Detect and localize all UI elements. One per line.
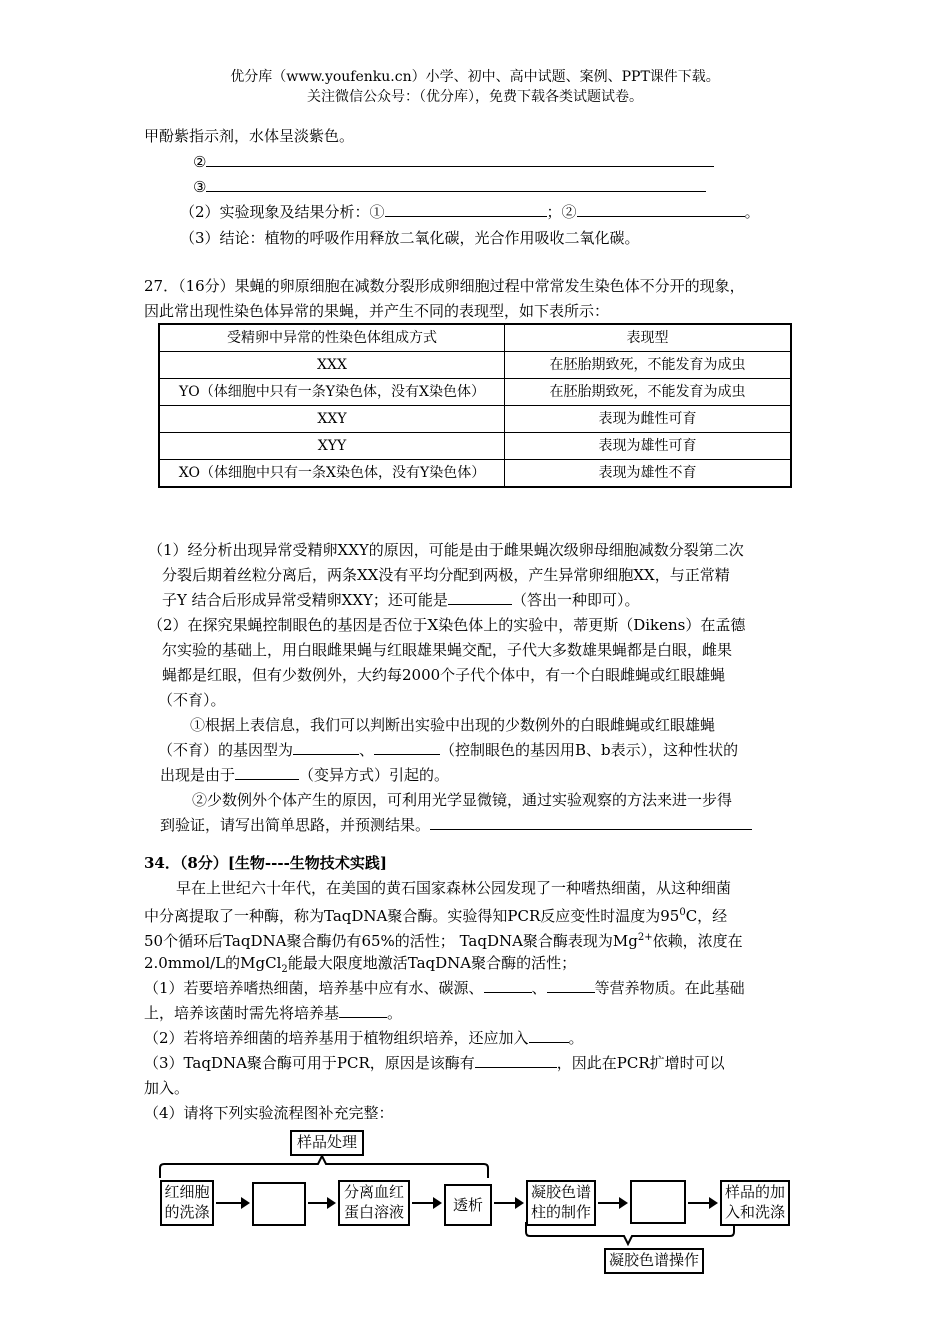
table-cell: XXY [159, 406, 505, 433]
flow-bottom-label: 凝胶色谱操作 [604, 1248, 704, 1274]
answer-blank[interactable] [529, 1028, 569, 1043]
flow-box: 凝胶色谱柱的制作 [526, 1180, 596, 1226]
arrow-icon [308, 1202, 334, 1204]
q34-q1-line-2: 上，培养该菌时需先将培养基 。 [144, 1004, 403, 1022]
intro-item-2: ② [193, 152, 714, 172]
table-row [159, 406, 791, 433]
answer-blank[interactable] [339, 1003, 387, 1018]
intro-q2: （2）实验现象及结果分析：① ；② 。 [180, 203, 760, 221]
table-cell: XXX [159, 352, 505, 379]
q27-s1-line-1: ①根据上表信息，我们可以判断出实验中出现的少数例外的白眼雌蝇或红眼雄蝇 [190, 716, 716, 734]
q27-p2-line-4: （不育）。 [158, 691, 226, 709]
table-cell: XO（体细胞中只有一条X染色体，没有Y染色体） [159, 460, 505, 488]
table-cell: 在胚胎期致死，不能发育为成虫 [505, 352, 792, 379]
answer-blank[interactable] [206, 152, 714, 167]
flow-box: 红细胞的洗涤 [160, 1180, 214, 1226]
flow-box: 样品的加入和洗涤 [720, 1180, 790, 1226]
answer-blank[interactable] [484, 978, 532, 993]
table-row [159, 433, 791, 460]
arrow-icon [412, 1202, 440, 1204]
flow-box-blank[interactable] [252, 1182, 306, 1226]
arrow-icon [494, 1202, 522, 1204]
table-cell: 表现为雄性可育 [505, 433, 792, 460]
table-header: 受精卵中异常的性染色体组成方式 [159, 324, 505, 352]
answer-blank[interactable] [293, 740, 359, 755]
q27-s1-line-2: （不育）的基因型为 、 （控制眼色的基因用B、b表示），这种性状的 [158, 741, 739, 759]
q34-q1-line-1: （1）若要培养嗜热细菌，培养基中应有水、碳源、 、 等营养物质。在此基础 [144, 979, 745, 997]
header-line-1: 优分库（www.youfenku.cn）小学、初中、高中试题、案例、PPT课件下载。 [230, 69, 720, 85]
answer-blank[interactable] [235, 765, 299, 780]
arrow-icon [688, 1202, 716, 1204]
q34-heading: 34．（8分）[生物----生物技术实践] [144, 854, 387, 872]
table-row [159, 379, 791, 406]
q27-p1-line-1: （1）经分析出现异常受精卵XXY的原因，可能是由于雌果蝇次级卵母细胞减数分裂第二次 [148, 541, 744, 559]
table-cell: 表现为雌性可育 [505, 406, 792, 433]
intro-item-3: ③ [193, 177, 706, 197]
flow-box: 分离血红蛋白溶液 [338, 1180, 410, 1226]
q34-stem-2: 中分离提取了一种酶，称为TaqDNA聚合酶。实验得知PCR反应变性时温度为$95^0C$，经 [144, 907, 728, 925]
intro-line: 甲酚紫指示剂，水体呈淡紫色。 [144, 127, 355, 145]
table-header: 表现型 [505, 324, 792, 352]
arrow-icon [598, 1202, 626, 1204]
answer-blank[interactable] [577, 202, 745, 217]
answer-blank[interactable] [385, 202, 547, 217]
table-cell: XYY [159, 433, 505, 460]
table-cell: 表现为雄性不育 [505, 460, 792, 488]
answer-blank[interactable] [374, 740, 440, 755]
q27-s2-line-2: 到验证，请写出简单思路，并预测结果。 [160, 815, 752, 835]
intro-q3: （3）结论：植物的呼吸作用释放二氧化碳，光合作用吸收二氧化碳。 [180, 229, 640, 247]
table-cell: YO（体细胞中只有一条Y染色体，没有X染色体） [159, 379, 505, 406]
answer-blank[interactable] [475, 1053, 557, 1068]
answer-blank[interactable] [547, 978, 595, 993]
table-header-row [159, 324, 791, 352]
q34-q2: （2）若将培养细菌的培养基用于植物组织培养，还应加入 。 [144, 1029, 584, 1047]
chromosome-table [158, 323, 792, 488]
arrow-icon [216, 1202, 248, 1204]
answer-blank[interactable] [206, 177, 706, 192]
answer-blank[interactable] [430, 815, 752, 830]
q34-stem-1: 早在上世纪六十年代，在美国的黄石国家森林公园发现了一种嗜热细菌，从这种细菌 [176, 879, 732, 897]
table-cell: 在胚胎期致死，不能发育为成虫 [505, 379, 792, 406]
flow-box-blank[interactable] [630, 1180, 686, 1224]
q34-stem-3: 50个循环后TaqDNA聚合酶仍有65%的活性； TaqDNA聚合酶表现为$Mg^{2+}$依赖，浓度在 [144, 932, 743, 950]
q27-p1-line-3: 子Y 结合后形成异常受精卵XXY；还可能是 （答出一种即可）。 [162, 591, 640, 609]
q27-stem-2: 因此常出现性染色体异常的果蝇，并产生不同的表现型，如下表所示： [144, 302, 610, 320]
q34-stem-4: 2.0mmol/L的MgCl$_2$能最大限度地激活TaqDNA聚合酶的活性； [144, 954, 577, 975]
q27-p2-line-3: 蝇都是红眼，但有少数例外，大约每2000个子代个体中，有一个白眼雌蝇或红眼雄蝇 [162, 666, 726, 684]
q27-s1-line-3: 出现是由于 （变异方式）引起的。 [160, 766, 450, 784]
flow-box: 透析 [444, 1184, 492, 1226]
header-line-2: 关注微信公众号：（优分库），免费下载各类试题试卷。 [307, 89, 643, 105]
q27-s2-line-1: ②少数例外个体产生的原因，可利用光学显微镜，通过实验观察的方法来进一步得 [192, 791, 733, 809]
q27-p1-line-2: 分裂后期着丝粒分离后，两条XX没有平均分配到两极，产生异常卵细胞XX，与正常精 [162, 566, 730, 584]
q27-p2-line-1: （2）在探究果蝇控制眼色的基因是否位于X染色体上的实验中，蒂更斯（Dikens）在孟德 [148, 616, 746, 634]
q34-q3-line-1: （3）TaqDNA聚合酶可用于PCR，原因是该酶有 ，因此在PCR扩增时可以 [144, 1054, 725, 1072]
q34-q4: （4）请将下列实验流程图补充完整： [144, 1104, 394, 1122]
answer-blank[interactable] [448, 590, 512, 605]
flow-top-label: 样品处理 [290, 1130, 364, 1156]
q27-p2-line-2: 尔实验的基础上，用白眼雌果蝇与红眼雄果蝇交配，子代大多数雄果蝇都是白眼，雌果 [162, 641, 733, 659]
q34-q3-line-2: 加入。 [144, 1079, 190, 1097]
q27-stem-1: 27．（16分）果蝇的卵原细胞在减数分裂形成卵细胞过程中常常发生染色体不分开的现象， [144, 277, 745, 295]
experiment-flowchart [158, 1128, 792, 1278]
table-row [159, 352, 791, 379]
table-row [159, 460, 791, 488]
